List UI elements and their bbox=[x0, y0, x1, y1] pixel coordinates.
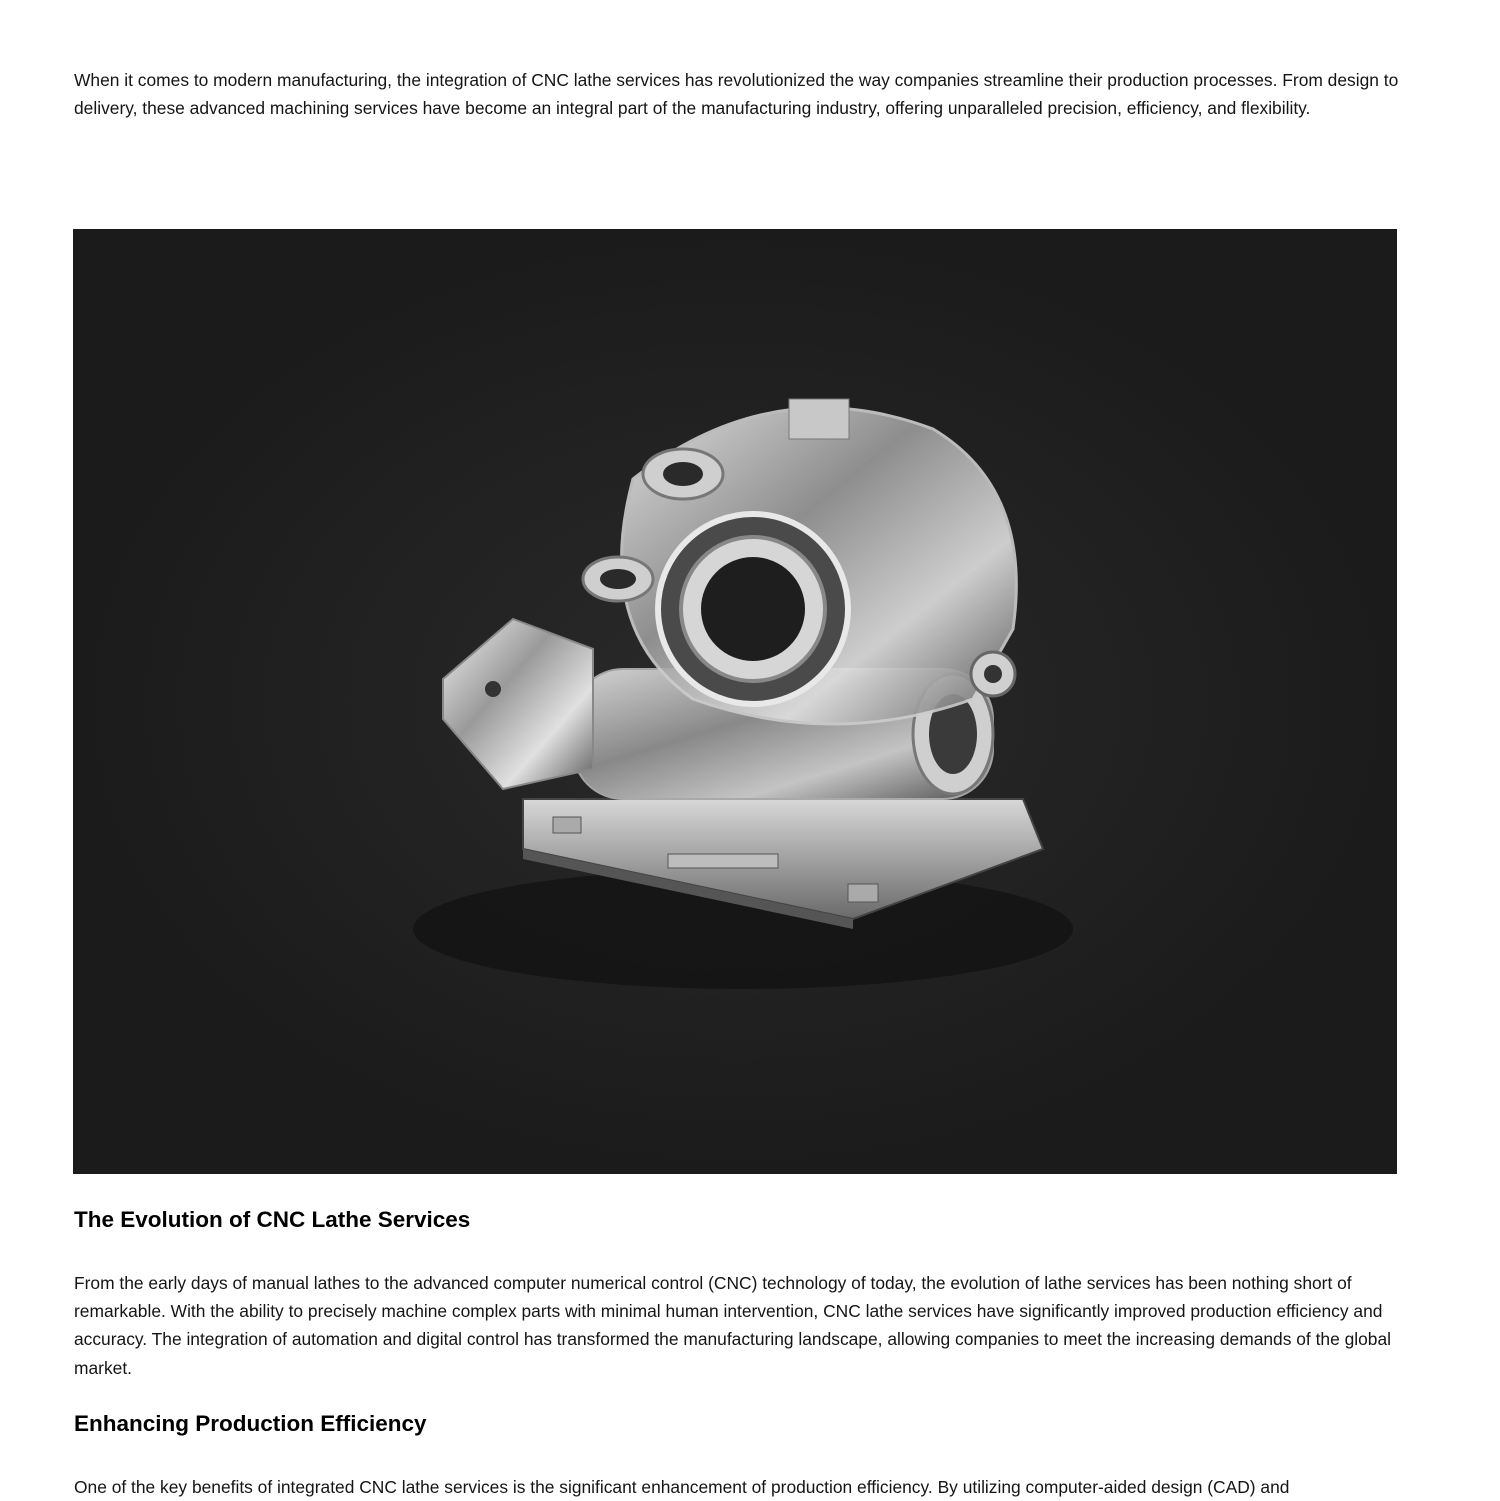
section-heading-efficiency: Enhancing Production Efficiency bbox=[74, 1411, 427, 1436]
intro-paragraph: When it comes to modern manufacturing, the integration of CNC lathe services has revolutionized the way companies streamline their production processes. From design to delivery, these advanced machining services have become an integral part of the manufacturing industry, offering unparalleled precision, efficiency, and flexibility. bbox=[74, 70, 1399, 119]
hero-image bbox=[73, 229, 1397, 1174]
section-body-efficiency: One of the key benefits of integrated CNC lathe services is the significant enhancement of production efficiency. By utilizing computer-aided design (CAD) and bbox=[74, 1477, 1290, 1497]
section-body-evolution: From the early days of manual lathes to the advanced computer numerical control (CNC) technology of today, the evolution of lathe services has been nothing short of remarkable. With the ability to precisely machine complex parts with minimal human intervention, CNC lathe services have significantly improved production efficiency and accuracy. The integration of automation and digital control has transformed the manufacturing landscape, allowing companies to meet the increasing demands of the global market. bbox=[74, 1273, 1391, 1378]
machined-part-illustration bbox=[73, 229, 1397, 1174]
article-body bbox=[74, 66, 1414, 122]
section-heading-evolution: The Evolution of CNC Lathe Services bbox=[74, 1207, 471, 1232]
